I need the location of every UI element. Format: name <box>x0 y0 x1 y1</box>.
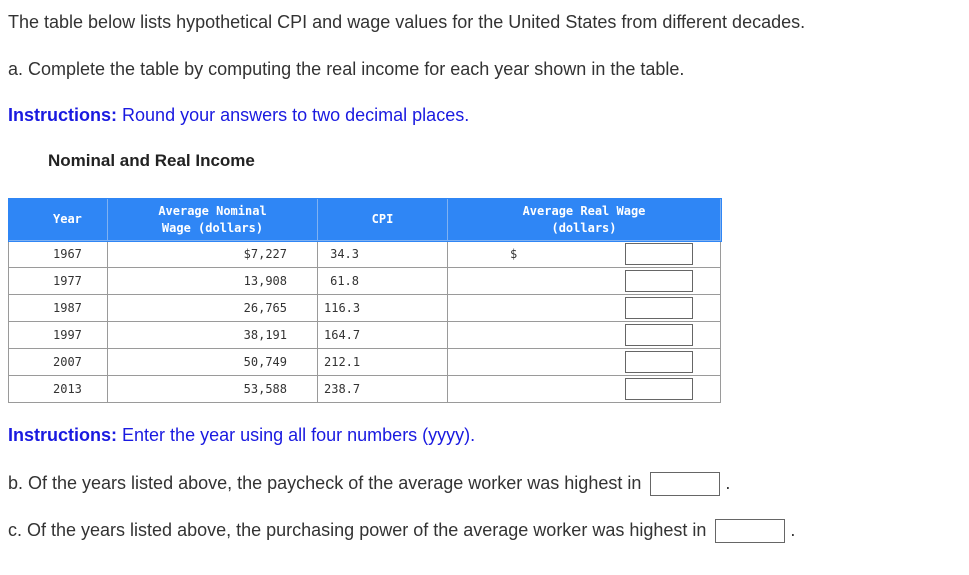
part-c-text: c. Of the years listed above, the purchasing power of the average worker was highest in <box>8 519 707 540</box>
cell-real-wage <box>448 295 721 322</box>
paycheck-highest-year-input[interactable] <box>650 472 720 496</box>
header-year: Year <box>9 199 108 241</box>
real-wage-input-1967[interactable] <box>625 243 693 265</box>
instructions-year-format <box>8 425 475 446</box>
cell-real-wage <box>448 349 721 376</box>
real-wage-input-1997[interactable] <box>625 324 693 346</box>
real-wage-input-2013[interactable] <box>625 378 693 400</box>
header-nominal-wage <box>108 199 318 241</box>
table-header-row <box>9 199 721 241</box>
cell-nominal: $7,227 <box>108 241 318 268</box>
header-real-line1: Average Real Wage <box>522 203 646 218</box>
cell-cpi: 212.1 <box>318 349 448 376</box>
header-real-wage <box>448 199 721 241</box>
cell-nominal: 13,908 <box>108 268 318 295</box>
cell-nominal: 50,749 <box>108 349 318 376</box>
instructions-label: Instructions: <box>8 105 118 125</box>
table-row <box>9 322 721 349</box>
cell-real-wage <box>448 376 721 403</box>
cell-real-wage <box>448 322 721 349</box>
part-b-text: b. Of the years listed above, the paycheck of the average worker was highest in <box>8 472 642 493</box>
cell-year: 1997 <box>9 322 108 349</box>
header-cpi: CPI <box>318 199 448 241</box>
header-nominal-line2: Wage (dollars) <box>161 220 264 235</box>
table-title: Nominal and Real Income <box>48 151 255 170</box>
part-c-question <box>8 519 795 543</box>
table-row <box>9 268 721 295</box>
header-nominal-line1: Average Nominal <box>158 203 267 218</box>
cell-year: 1987 <box>9 295 108 322</box>
cell-real-wage <box>448 241 721 268</box>
part-c-period: . <box>790 519 796 540</box>
cell-cpi: 61.8 <box>318 268 448 295</box>
real-wage-input-2007[interactable] <box>625 351 693 373</box>
cell-cpi: 116.3 <box>318 295 448 322</box>
cell-year: 1977 <box>9 268 108 295</box>
cell-cpi: 34.3 <box>318 241 448 268</box>
instructions-text: Enter the year using all four numbers (yyyy). <box>122 425 476 445</box>
cell-cpi: 164.7 <box>318 322 448 349</box>
table-row <box>9 295 721 322</box>
cell-real-wage <box>448 268 721 295</box>
instructions-rounding <box>8 105 469 126</box>
instructions-text: Round your answers to two decimal places. <box>122 105 470 125</box>
intro-text: The table below lists hypothetical CPI and wage values for the United States from different decades. <box>8 12 806 32</box>
instructions-label: Instructions: <box>8 425 118 445</box>
part-b-question <box>8 472 730 496</box>
dollar-sign: $ <box>510 247 518 261</box>
cell-year: 2007 <box>9 349 108 376</box>
table-row <box>9 241 721 268</box>
table-row <box>9 376 721 403</box>
cell-nominal: 38,191 <box>108 322 318 349</box>
income-table <box>8 198 721 403</box>
purchasing-power-highest-year-input[interactable] <box>715 519 785 543</box>
cell-nominal: 53,588 <box>108 376 318 403</box>
real-wage-input-1977[interactable] <box>625 270 693 292</box>
table-row <box>9 349 721 376</box>
cell-cpi: 238.7 <box>318 376 448 403</box>
cell-year: 2013 <box>9 376 108 403</box>
part-a-text: a. Complete the table by computing the real income for each year shown in the table. <box>8 59 685 79</box>
part-b-period: . <box>725 472 731 493</box>
header-real-line2: (dollars) <box>551 220 617 235</box>
cell-nominal: 26,765 <box>108 295 318 322</box>
real-wage-input-1987[interactable] <box>625 297 693 319</box>
cell-year: 1967 <box>9 241 108 268</box>
